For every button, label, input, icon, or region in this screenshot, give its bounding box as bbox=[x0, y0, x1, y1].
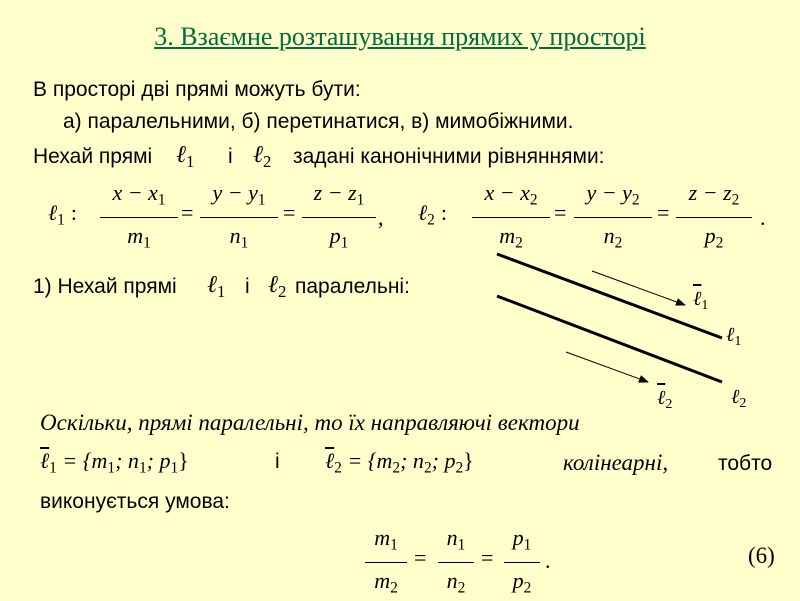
vector-l1-arrow bbox=[592, 271, 685, 305]
section-1-a: 1) Нехай прямі bbox=[33, 275, 177, 298]
line-l2 bbox=[497, 296, 722, 382]
vector-l2-arrow bbox=[566, 352, 648, 382]
line-l2-diagram-label: ℓ$_2$ bbox=[731, 384, 747, 412]
paragraph-line-1: Оскільки, прямі паралельні, то їх направляючі вектори bbox=[40, 410, 580, 435]
eq-sign: = bbox=[283, 200, 296, 225]
section-1-c: паралельні: bbox=[295, 275, 410, 298]
fraction-x-1: $x - x_1$ $m_1$ bbox=[100, 180, 178, 256]
vector-l1-label: ℓ$_1$ bbox=[693, 286, 709, 314]
fraction-z-2: $z - z_2$ $p_2$ bbox=[676, 180, 752, 256]
period: . bbox=[760, 205, 766, 230]
line-l1-diagram-label: ℓ$_1$ bbox=[726, 322, 742, 350]
eq-l1-label: ℓ$_1$ : bbox=[48, 200, 77, 229]
eq-sign: = bbox=[657, 200, 670, 225]
eq-sign: = bbox=[414, 545, 427, 570]
colinear-word: колінеарні, bbox=[563, 450, 669, 475]
intro-line-3-c: задані канонічними рівняннями: bbox=[293, 145, 605, 168]
page-title: 3. Взаємне розташування прямих у просторі bbox=[154, 22, 646, 51]
comma: , bbox=[378, 205, 384, 230]
eq-sign: = bbox=[181, 200, 194, 225]
fraction-p: $p_1$ $p_2$ bbox=[504, 525, 540, 601]
line-l2-label: ℓ$_2$ bbox=[268, 270, 287, 302]
fraction-m: $m_1$ $m_2$ bbox=[365, 525, 407, 601]
intro-line-2: а) паралельними, б) перетинатися, в) мимобіжними. bbox=[63, 110, 574, 133]
paragraph-line-3: виконується умова: bbox=[40, 490, 230, 513]
equation-number: (6) bbox=[748, 543, 775, 568]
fraction-x-2: $x - x_2$ $m_2$ bbox=[472, 180, 550, 256]
direction-vector-1: ℓ$_1$ = {$m_1$; $n_1$; $p_1$} bbox=[40, 448, 189, 477]
direction-vector-2: ℓ$_2$ = {$m_2$; $n_2$; $p_2$} bbox=[325, 448, 474, 477]
section-1-b: і bbox=[245, 275, 250, 298]
line-l1-label: ℓ$_1$ bbox=[176, 140, 195, 172]
fraction-n: $n_1$ $n_2$ bbox=[438, 525, 474, 601]
intro-line-1: В просторі дві прямі можуть бути: bbox=[33, 78, 361, 101]
vector-l2-label: ℓ$_2$ bbox=[657, 385, 673, 413]
intro-line-3-a: Нехай прямі bbox=[33, 145, 153, 168]
fraction-z-1: $z - z_1$ $p_1$ bbox=[302, 180, 376, 256]
fraction-y-2: $y - y_2$ $n_2$ bbox=[574, 180, 652, 256]
eq-sign: = bbox=[481, 545, 494, 570]
line-l1 bbox=[497, 254, 722, 338]
line-l1-label: ℓ$_1$ bbox=[207, 270, 226, 302]
eq-l2-label: ℓ$_2$ : bbox=[418, 200, 447, 229]
tobto-word: тобто bbox=[718, 452, 773, 475]
fraction-y-1: $y - y_1$ $n_1$ bbox=[200, 180, 278, 256]
intro-line-3-b: і bbox=[228, 145, 233, 168]
period: . bbox=[545, 548, 551, 573]
and-word: і bbox=[275, 450, 280, 473]
eq-sign: = bbox=[554, 200, 567, 225]
line-l2-label: ℓ$_2$ bbox=[253, 140, 272, 172]
